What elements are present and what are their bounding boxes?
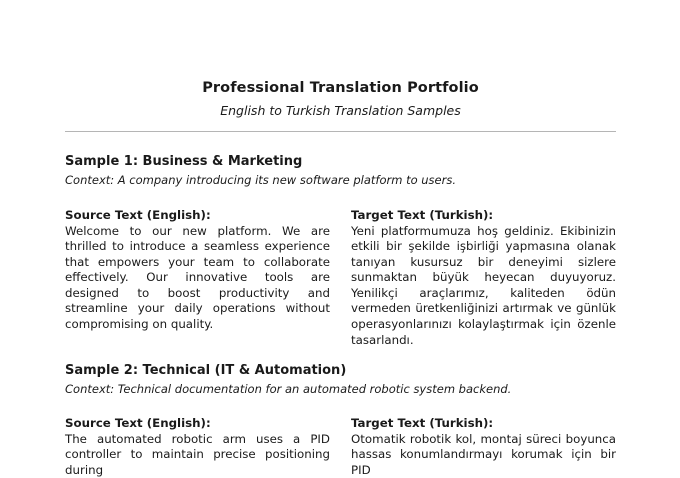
sample-1-source-label: Source Text (English): <box>65 208 330 224</box>
sample-2-target-label: Target Text (Turkish): <box>351 416 616 432</box>
sample-1-source-column <box>65 208 330 333</box>
sample-1-target-label: Target Text (Turkish): <box>351 208 616 224</box>
document-title: Professional Translation Portfolio <box>65 78 616 98</box>
sample-1-target-text: Yeni platformumuza hoş geldiniz. Ekibinizin etkili bir şekilde işbirliği yapmasına olanak tanıyan kusursuz bir deneyimi sizlere sunmaktan büyük heyecan duyuyoruz. Yenilikçi araçlarımız, kaliteden ödün vermeden üretkenliğinizi artırmak ve günlük operasyonlarınızı kolaylaştırmak için özenle tasarlandı. <box>351 224 616 349</box>
sample-2-heading: Sample 2: Technical (IT & Automation) <box>65 362 616 380</box>
sample-1-target-column <box>351 208 616 348</box>
sample-2-source-column <box>65 416 330 478</box>
sample-1-heading: Sample 1: Business & Marketing <box>65 153 616 171</box>
sample-2-source-text: The automated robotic arm uses a PID controller to maintain precise positioning during <box>65 432 330 478</box>
sample-2-context: Context: Technical documentation for an automated robotic system backend. <box>65 381 616 397</box>
sample-2-source-label: Source Text (English): <box>65 416 330 432</box>
sample-2-target-text: Otomatik robotik kol, montaj süreci boyunca hassas konumlandırmayı korumak için bir PID <box>351 432 616 478</box>
sample-1-header <box>65 153 616 188</box>
document-subtitle: English to Turkish Translation Samples <box>65 102 616 120</box>
title-divider <box>65 131 616 132</box>
sample-2-header <box>65 362 616 397</box>
sample-1-source-text: Welcome to our new platform. We are thrilled to introduce a seamless experience that empowers your team to collaborate effectively. Our innovative tools are designed to boost productivity and streamline your daily operations without compromising on quality. <box>65 224 330 333</box>
sample-1-context: Context: A company introducing its new software platform to users. <box>65 172 616 188</box>
sample-2-target-column <box>351 416 616 478</box>
